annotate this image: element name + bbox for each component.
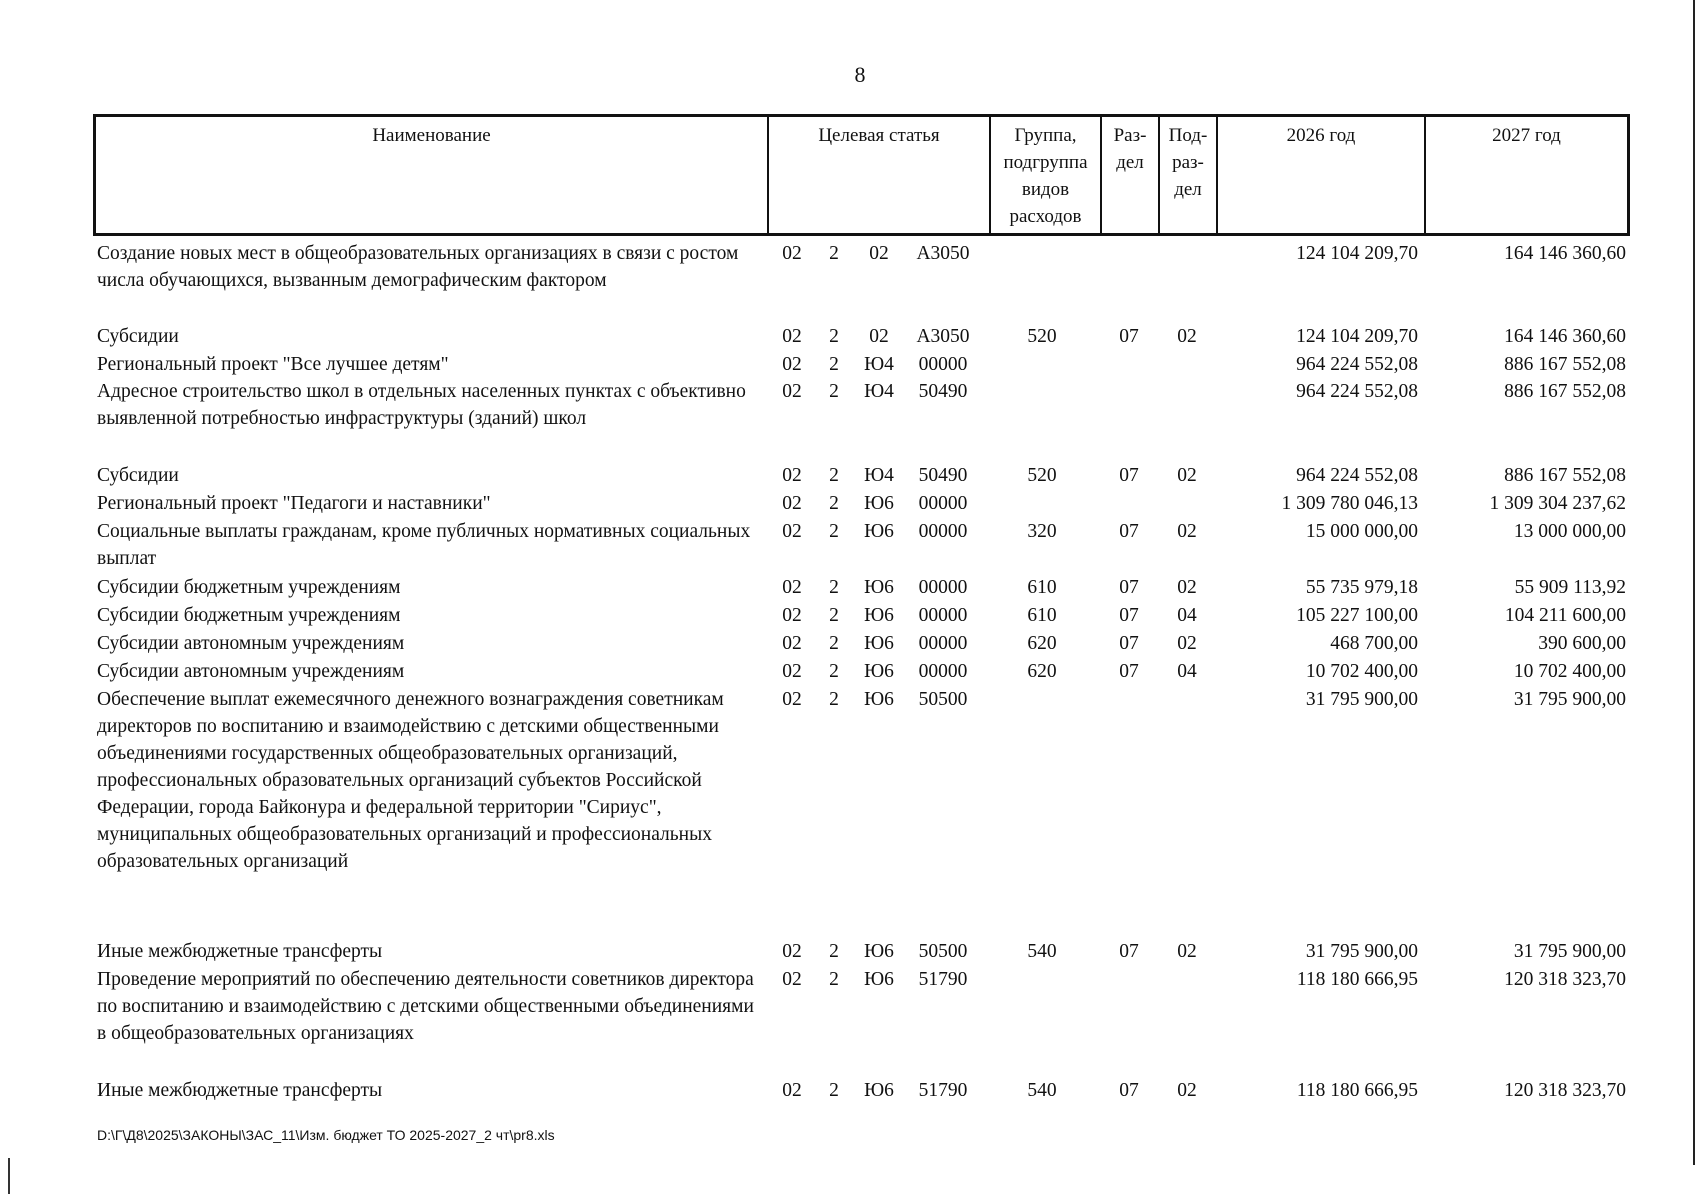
- page-number: 8: [854, 62, 866, 87]
- code-project: Ю6: [864, 605, 894, 626]
- amount-2027: 886 167 552,08: [1504, 465, 1626, 486]
- row-name: Субсидии автономным учреждениям: [97, 661, 405, 682]
- razdel: 07: [1119, 577, 1139, 598]
- code-program: 02: [782, 969, 802, 990]
- code-project: Ю6: [864, 493, 894, 514]
- code-project: 02: [869, 243, 889, 264]
- amount-2026: 118 180 666,95: [1296, 1080, 1418, 1101]
- podrazdel: 02: [1177, 521, 1197, 542]
- expense-group: 520: [1027, 465, 1057, 486]
- amount-2026: 468 700,00: [1330, 633, 1418, 654]
- expense-group: 610: [1027, 577, 1057, 598]
- amount-2027: 164 146 360,60: [1504, 326, 1626, 347]
- razdel: 07: [1119, 1080, 1139, 1101]
- expense-group: 620: [1027, 661, 1057, 682]
- header-podrazdel-line: дел: [1174, 179, 1202, 200]
- code-direction: 51790: [918, 969, 968, 990]
- code-project: Ю6: [864, 689, 894, 710]
- code-program: 02: [782, 1080, 802, 1101]
- code-subprogram: 2: [829, 465, 839, 486]
- code-subprogram: 2: [829, 661, 839, 682]
- amount-2027: 886 167 552,08: [1504, 381, 1626, 402]
- amount-2027: 120 318 323,70: [1504, 969, 1626, 990]
- code-subprogram: 2: [829, 326, 839, 347]
- header-razdel-line: дел: [1116, 152, 1144, 173]
- podrazdel: 02: [1177, 941, 1197, 962]
- header-razdel-line: Раз-: [1113, 125, 1147, 146]
- expense-group: 540: [1027, 941, 1057, 962]
- code-subprogram: 2: [829, 354, 839, 375]
- amount-2027: 10 702 400,00: [1513, 661, 1626, 682]
- amount-2026: 31 795 900,00: [1305, 941, 1418, 962]
- amount-2026: 964 224 552,08: [1296, 465, 1418, 486]
- amount-2027: 31 795 900,00: [1513, 689, 1626, 710]
- code-project: Ю6: [864, 633, 894, 654]
- code-direction: 00000: [918, 577, 968, 598]
- code-program: 02: [782, 689, 802, 710]
- code-direction: 00000: [918, 521, 968, 542]
- code-direction: 00000: [918, 354, 968, 375]
- code-project: Ю4: [864, 465, 894, 486]
- code-project: Ю6: [864, 969, 894, 990]
- podrazdel: 04: [1177, 605, 1197, 626]
- code-project: Ю6: [864, 941, 894, 962]
- code-program: 02: [782, 243, 802, 264]
- code-direction: 51790: [918, 1080, 968, 1101]
- code-subprogram: 2: [829, 941, 839, 962]
- amount-2026: 124 104 209,70: [1296, 243, 1418, 264]
- code-direction: 00000: [918, 661, 968, 682]
- code-direction: 50500: [918, 689, 968, 710]
- header-group-line: Группа,: [1014, 125, 1077, 146]
- code-subprogram: 2: [829, 633, 839, 654]
- code-subprogram: 2: [829, 521, 839, 542]
- amount-2027: 164 146 360,60: [1504, 243, 1626, 264]
- code-subprogram: 2: [829, 381, 839, 402]
- row-name: Субсидии автономным учреждениям: [97, 633, 405, 654]
- amount-2026: 964 224 552,08: [1296, 354, 1418, 375]
- row-name: Субсидии бюджетным учреждениям: [97, 605, 401, 626]
- code-program: 02: [782, 381, 802, 402]
- amount-2026: 10 702 400,00: [1305, 661, 1418, 682]
- amount-2026: 31 795 900,00: [1305, 689, 1418, 710]
- row-name: Создание новых мест в общеобразовательных организациях в связи с ростом числа обучающихся, вызванным демографическим фактором: [97, 243, 739, 291]
- code-subprogram: 2: [829, 605, 839, 626]
- expense-group: 520: [1027, 326, 1057, 347]
- code-program: 02: [782, 326, 802, 347]
- row-name: Адресное строительство школ в отдельных населенных пунктах с объективно выявленной потребностью инфраструктуры (зданий) школ: [97, 381, 746, 429]
- header-podrazdel-line: Под-: [1168, 125, 1208, 146]
- amount-2027: 55 909 113,92: [1514, 577, 1626, 598]
- code-program: 02: [782, 354, 802, 375]
- code-project: Ю6: [864, 661, 894, 682]
- code-program: 02: [782, 661, 802, 682]
- expense-group: 610: [1027, 605, 1057, 626]
- amount-2026: 124 104 209,70: [1296, 326, 1418, 347]
- razdel: 07: [1119, 605, 1139, 626]
- header-target-article-label: Целевая статья: [818, 125, 940, 146]
- code-direction: А3050: [916, 326, 970, 347]
- code-project: Ю6: [864, 521, 894, 542]
- code-subprogram: 2: [829, 689, 839, 710]
- code-direction: 00000: [918, 605, 968, 626]
- podrazdel: 02: [1177, 1080, 1197, 1101]
- header-group-line: видов: [1021, 179, 1070, 200]
- footer-file-path: D:\Г\Д8\2025\ЗАКОНЫ\ЗАС_11\Изм. бюджет ТО 2025-2027_2 чт\pr8.xls: [97, 1127, 555, 1143]
- code-subprogram: 2: [829, 1080, 839, 1101]
- code-program: 02: [782, 605, 802, 626]
- row-name: Региональный проект "Все лучшее детям": [97, 354, 449, 375]
- amount-2026: 15 000 000,00: [1305, 521, 1418, 542]
- header-name-label: Наименование: [372, 125, 491, 146]
- podrazdel: 02: [1177, 577, 1197, 598]
- amount-2026: 964 224 552,08: [1296, 381, 1418, 402]
- header-group-line: расходов: [1009, 206, 1082, 227]
- code-project: Ю6: [864, 1080, 894, 1101]
- code-subprogram: 2: [829, 577, 839, 598]
- header-year-2026-label: 2026 год: [1286, 125, 1356, 146]
- row-name: Субсидии: [97, 465, 179, 486]
- code-program: 02: [782, 465, 802, 486]
- amount-2027: 886 167 552,08: [1504, 354, 1626, 375]
- row-name: Иные межбюджетные трансферты: [97, 1080, 383, 1101]
- row-name: Иные межбюджетные трансферты: [97, 941, 383, 962]
- amount-2027: 390 600,00: [1538, 633, 1626, 654]
- row-name: Проведение мероприятий по обеспечению деятельности советников директора по воспитанию и взаимодействию с детскими общественными объединениями в общеобразовательных организациях: [97, 969, 754, 1044]
- amount-2027: 31 795 900,00: [1513, 941, 1626, 962]
- expense-group: 320: [1027, 521, 1057, 542]
- code-direction: 50500: [918, 941, 968, 962]
- code-program: 02: [782, 577, 802, 598]
- razdel: 07: [1119, 661, 1139, 682]
- podrazdel: 02: [1177, 326, 1197, 347]
- expense-group: 620: [1027, 633, 1057, 654]
- code-subprogram: 2: [829, 243, 839, 264]
- podrazdel: 02: [1177, 465, 1197, 486]
- code-program: 02: [782, 941, 802, 962]
- amount-2026: 105 227 100,00: [1296, 605, 1418, 626]
- amount-2027: 13 000 000,00: [1513, 521, 1626, 542]
- amount-2027: 120 318 323,70: [1504, 1080, 1626, 1101]
- code-direction: 50490: [918, 381, 968, 402]
- code-program: 02: [782, 493, 802, 514]
- code-direction: 00000: [918, 493, 968, 514]
- razdel: 07: [1119, 521, 1139, 542]
- razdel: 07: [1119, 941, 1139, 962]
- code-project: 02: [869, 326, 889, 347]
- razdel: 07: [1119, 633, 1139, 654]
- row-name: Субсидии: [97, 326, 179, 347]
- code-direction: 00000: [918, 633, 968, 654]
- code-project: Ю6: [864, 577, 894, 598]
- code-program: 02: [782, 521, 802, 542]
- header-year-2027-label: 2027 год: [1492, 125, 1561, 146]
- code-direction: 50490: [918, 465, 968, 486]
- code-project: Ю4: [864, 354, 894, 375]
- razdel: 07: [1119, 465, 1139, 486]
- row-name: Социальные выплаты гражданам, кроме публичных нормативных социальных выплат: [97, 521, 751, 569]
- header-podrazdel-line: раз-: [1172, 152, 1204, 173]
- code-subprogram: 2: [829, 493, 839, 514]
- amount-2027: 104 211 600,00: [1504, 605, 1626, 626]
- amount-2026: 55 735 979,18: [1305, 577, 1418, 598]
- code-project: Ю4: [864, 381, 894, 402]
- row-name: Субсидии бюджетным учреждениям: [97, 577, 401, 598]
- podrazdel: 04: [1177, 661, 1197, 682]
- amount-2026: 118 180 666,95: [1296, 969, 1418, 990]
- row-name: Обеспечение выплат ежемесячного денежного вознаграждения советникам директоров по воспитанию и взаимодействию с детскими общественными объединениями государственных общеобразовательных организаций, профессиональных образовательных организаций субъектов Российской Федерации, города Байконура и федеральной территории "Сириус", муниципальных общеобразовательных организаций и профессиональных образовательных организаций: [97, 689, 724, 872]
- amount-2026: 1 309 780 046,13: [1281, 493, 1418, 514]
- code-program: 02: [782, 633, 802, 654]
- header-group-line: подгруппа: [1003, 152, 1088, 173]
- expense-group: 540: [1027, 1080, 1057, 1101]
- razdel: 07: [1119, 326, 1139, 347]
- row-name: Региональный проект "Педагоги и наставники": [97, 493, 491, 514]
- code-subprogram: 2: [829, 969, 839, 990]
- code-direction: А3050: [916, 243, 970, 264]
- podrazdel: 02: [1177, 633, 1197, 654]
- amount-2027: 1 309 304 237,62: [1489, 493, 1626, 514]
